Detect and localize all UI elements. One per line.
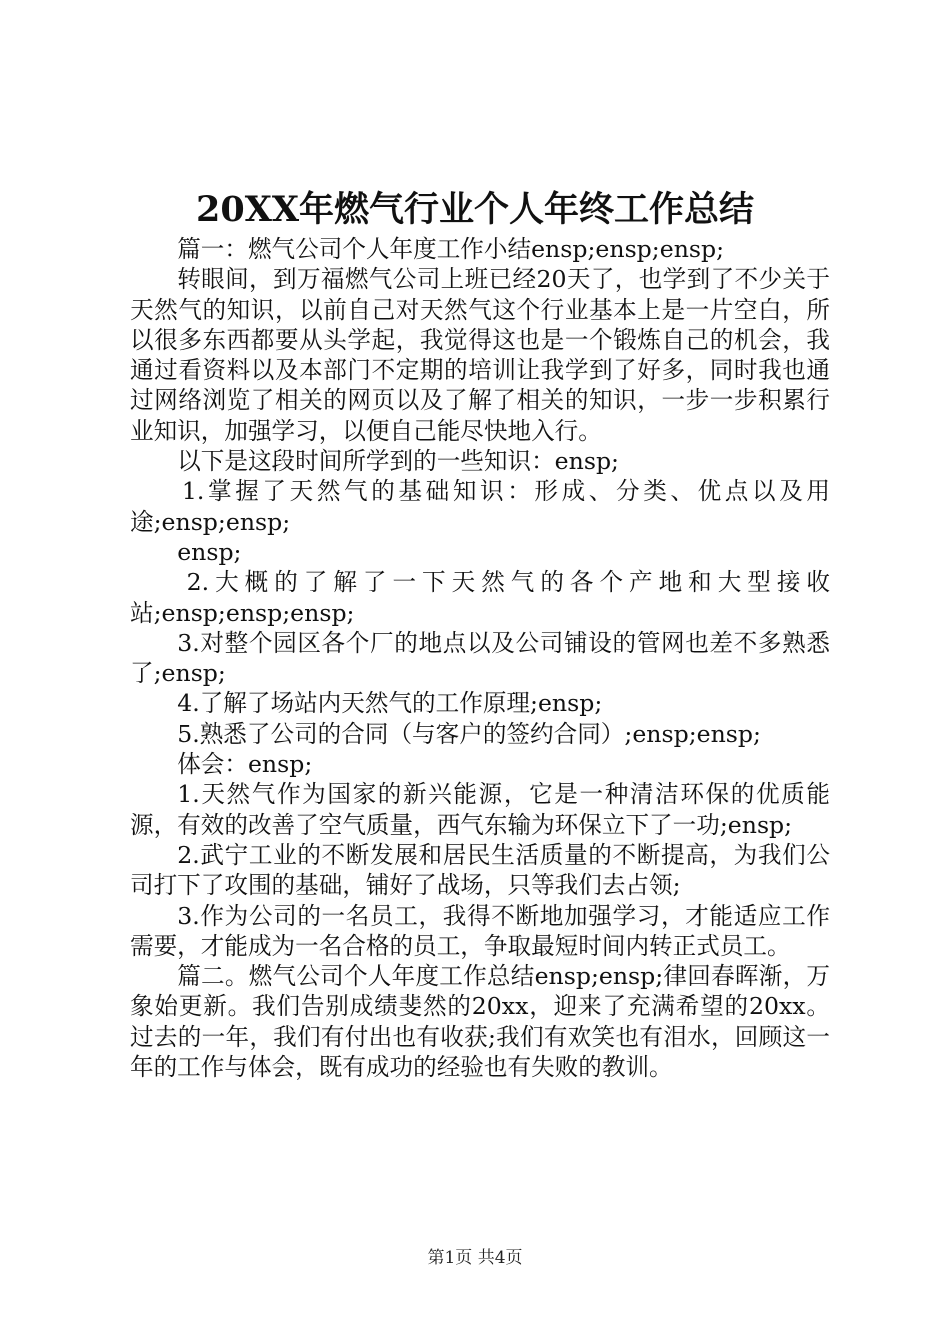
paragraph: 3.对整个园区各个厂的地点以及公司铺设的管网也差不多熟悉了;ensp; bbox=[130, 628, 830, 688]
paragraph: 5.熟悉了公司的合同（与客户的签约合同）;ensp;ensp; bbox=[177, 719, 761, 748]
paragraph: 4.了解了场站内天然气的工作原理;ensp; bbox=[177, 689, 603, 718]
paragraph: 体会：ensp; bbox=[177, 750, 313, 779]
paragraph: 2.大概的了解了一下天然气的各个产地和大型接收站;ensp;ensp;ensp; bbox=[130, 568, 830, 627]
paragraph: 转眼间，到万福燃气公司上班已经20天了，也学到了不少关于天然气的知识，以前自己对天然气这个行业基本上是一片空白，所以很多东西都要从头学起，我觉得这也是一个锻炼自己的机会，我通过看资料以及本部门不定期的培训让我学到了好多，同时我也通过网络浏览了相关的网页以及了解了相关的知识，一步一步积累行业知识，加强学习，以便自己能尽快地入行。 bbox=[130, 265, 830, 445]
paragraph: 1.掌握了天然气的基础知识：形成、分类、优点以及用途;ensp;ensp; bbox=[130, 477, 830, 536]
paragraph: 2.武宁工业的不断发展和居民生活质量的不断提高，为我们公司打下了攻围的基础，铺好了战场，只等我们去占领; bbox=[130, 840, 830, 900]
document-title: 20XX年燃气行业个人年终工作总结 bbox=[195, 189, 755, 230]
document-body bbox=[130, 234, 830, 1082]
page-footer: 第1页 共4页 bbox=[427, 1248, 523, 1268]
paragraph: 1.天然气作为国家的新兴能源，它是一种清洁环保的优质能源，有效的改善了空气质量，西气东输为环保立下了一功;ensp; bbox=[130, 780, 830, 839]
paragraph: 篇一：燃气公司个人年度工作小结ensp;ensp;ensp; bbox=[177, 235, 725, 263]
paragraph: 3.作为公司的一名员工，我得不断地加强学习，才能适应工作需要，才能成为一名合格的员工，争取最短时间内转正式员工。 bbox=[130, 901, 830, 960]
paragraph: 篇二。燃气公司个人年度工作总结ensp;ensp;律回春晖渐，万象始更新。我们告别成绩斐然的20xx，迎来了充满希望的20xx。过去的一年，我们有付出也有收获;我们有欢笑也有泪水，回顾这一年的工作与体会，既有成功的经验也有失败的教训。 bbox=[130, 962, 830, 1082]
paragraph: 以下是这段时间所学到的一些知识：ensp; bbox=[177, 447, 620, 476]
paragraph: ensp; bbox=[177, 537, 242, 566]
